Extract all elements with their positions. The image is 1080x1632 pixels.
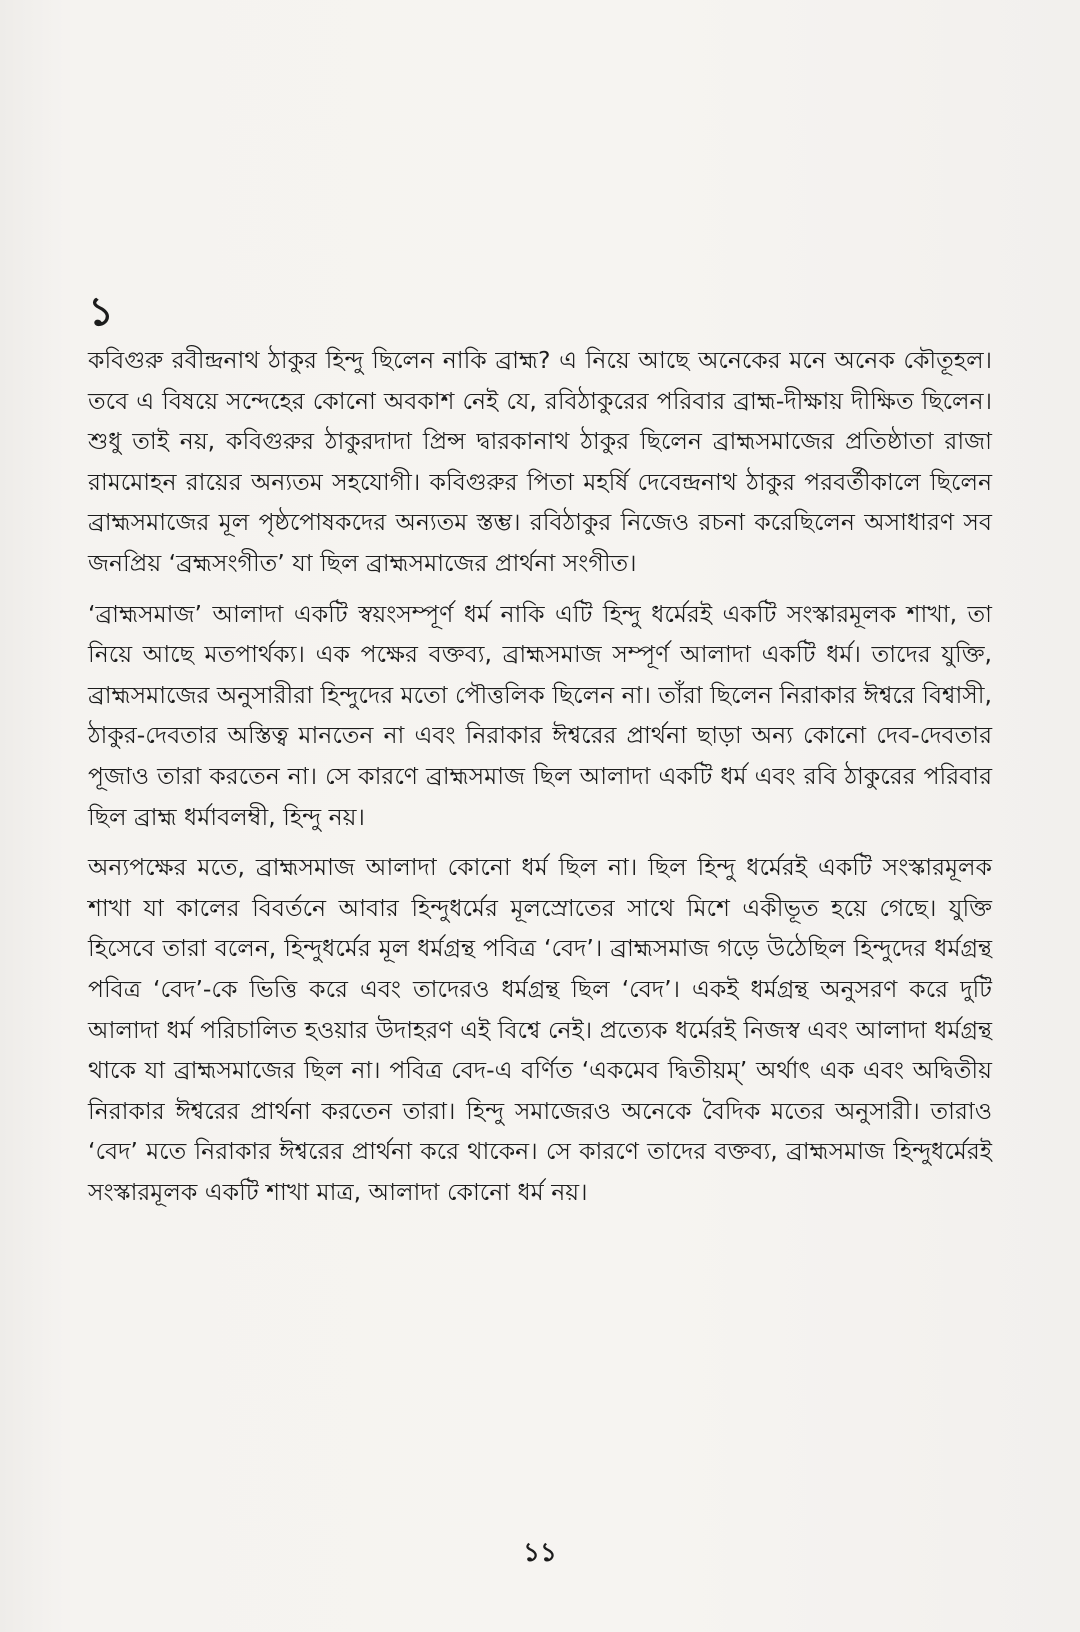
paragraph-2: ‘ব্রাহ্মসমাজ’ আলাদা একটি স্বয়ংসম্পূর্ণ ধর্ম নাকি এটি হিন্দু ধর্মেরই একটি সংস্কারমূলক শাখা, তা নিয়ে আছে মতপার্থক্য। এক পক্ষের বক্তব্য, ব্রাহ্মসমাজ সম্পূর্ণ আলাদা একটি ধর্ম। তাদের যুক্তি, ব্রাহ্মসমাজের অনুসারীরা হিন্দুদের মতো পৌত্তলিক ছিলেন না। তাঁরা ছিলেন নিরাকার ঈশ্বরে বিশ্বাসী, ঠাকুর-দেবতার অস্তিত্ব মানতেন না এবং নিরাকার ঈশ্বরের প্রার্থনা ছাড়া অন্য কোনো দেব-দেবতার পূজাও তারা করতেন না। সে কারণে ব্রাহ্মসমাজ ছিল আলাদা একটি ধর্ম এবং রবি ঠাকুরের পরিবার ছিল ব্রাহ্ম ধর্মাবলম্বী, হিন্দু নয়।	[88, 599, 992, 831]
page-number: ১১	[523, 1538, 557, 1568]
paragraph-1: কবিগুরু রবীন্দ্রনাথ ঠাকুর হিন্দু ছিলেন নাকি ব্রাহ্ম? এ নিয়ে আছে অনেকের মনে অনেক কৌতূহল। তবে এ বিষয়ে সন্দেহের কোনো অবকাশ নেই যে, রবিঠাকুরের পরিবার ব্রাহ্ম-দীক্ষায় দীক্ষিত ছিলেন। শুধু তাই নয়, কবিগুরুর ঠাকুরদাদা প্রিন্স দ্বারকানাথ ঠাকুর ছিলেন ব্রাহ্মসমাজের প্রতিষ্ঠাতা রাজা রামমোহন রায়ের অন্যতম সহযোগী। কবিগুরুর পিতা মহর্ষি দেবেন্দ্রনাথ ঠাকুর পরবর্তীকালে ছিলেন ব্রাহ্মসমাজের মূল পৃষ্ঠপোষকদের অন্যতম স্তম্ভ। রবিঠাকুর নিজেও রচনা করেছিলেন অসাধারণ সব জনপ্রিয় ‘ব্রহ্মসংগীত’ যা ছিল ব্রাহ্মসমাজের প্রার্থনা সংগীত।	[88, 346, 992, 577]
chapter-number: ১	[88, 289, 114, 335]
body-text	[88, 340, 992, 1212]
paragraph-3: অন্যপক্ষের মতে, ব্রাহ্মসমাজ আলাদা কোনো ধর্ম ছিল না। ছিল হিন্দু ধর্মেরই একটি সংস্কারমূলক শাখা যা কালের বিবর্তনে আবার হিন্দুধর্মের মূলস্রোতের সাথে মিশে একীভূত হয়ে গেছে। যুক্তি হিসেবে তারা বলেন, হিন্দুধর্মের মূল ধর্মগ্রন্থ পবিত্র ‘বেদ’। ব্রাহ্মসমাজ গড়ে উঠেছিল হিন্দুদের ধর্মগ্রন্থ পবিত্র ‘বেদ’-কে ভিত্তি করে এবং তাদেরও ধর্মগ্রন্থ ছিল ‘বেদ’। একই ধর্মগ্রন্থ অনুসরণ করে দুটি আলাদা ধর্ম পরিচালিত হওয়ার উদাহরণ এই বিশ্বে নেই। প্রত্যেক ধর্মেরই নিজস্ব এবং আলাদা ধর্মগ্রন্থ থাকে যা ব্রাহ্মসমাজের ছিল না। পবিত্র বেদ-এ বর্ণিত ‘একমেব দ্বিতীয়ম্’ অর্থাৎ এক এবং অদ্বিতীয় নিরাকার ঈশ্বরের প্রার্থনা করতেন তারা। হিন্দু সমাজেরও অনেকে বৈদিক মতের অনুসারী। তারাও ‘বেদ’ মতে নিরাকার ঈশ্বরের প্রার্থনা করে থাকেন। সে কারণে তাদের বক্তব্য, ব্রাহ্মসমাজ হিন্দুধর্মেরই সংস্কারমূলক একটি শাখা মাত্র, আলাদা কোনো ধর্ম নয়।	[88, 853, 992, 1206]
